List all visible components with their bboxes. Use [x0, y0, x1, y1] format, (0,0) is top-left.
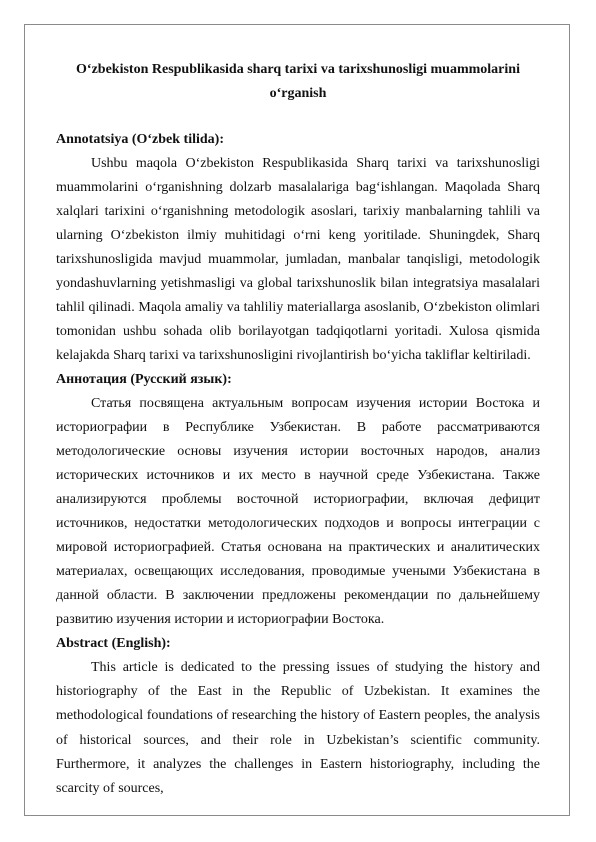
article-title-line-1: O‘zbekiston Respublikasida sharq tarixi va tarixshunosligi muammolarini: [76, 62, 520, 77]
uzbek-abstract-heading: Annotatsiya (O‘zbek tilida):: [56, 132, 224, 147]
page-frame: [24, 24, 570, 816]
document-body: [56, 58, 540, 801]
russian-abstract-text: Статья посвящена актуальным вопросам изучения истории Востока и историографии в Республике Узбекистан. В работе рассматриваются методологические основы изучения истории восточных народов, анализ исторических источников и их место в научной среде Узбекистана. Также анализируются проблемы восточной историографии, включая дефицит источников, недостатки методологических подходов и вопросы интеграции с мировой историографией. Статья основана на практических и аналитических материалах, освещающих исследования, проводимые учеными Узбекистана в данной области. В заключении предложены рекомендации по дальнейшему развитию изучения истории и историографии Востока.: [56, 396, 540, 627]
article-title: [56, 58, 540, 106]
english-abstract-heading: Abstract (English):: [56, 636, 171, 651]
russian-abstract-heading: Аннотация (Русский язык):: [56, 372, 232, 387]
english-abstract-text: This article is dedicated to the pressing issues of studying the history and historiography of the East in the Republic of Uzbekistan. It examines the methodological foundations of researching the history of Eastern peoples, the analysis of historical sources, and their role in Uzbekistan’s scientific community. Furthermore, it analyzes the challenges in Eastern historiography, including the scarcity of sources,: [56, 660, 540, 797]
article-title-line-2: o‘rganish: [269, 86, 327, 101]
uzbek-abstract-text: Ushbu maqola O‘zbekiston Respublikasida Sharq tarixi va tarixshunosligi muammolarini o‘rganishning dolzarb masalalariga bag‘ishlangan. Maqolada Sharq xalqlari tarixini o‘rganishning metodologik asoslari, tarixiy manbalarning tahlili va ularning O‘zbekiston ilmiy muhitidagi o‘rni keng yoritilade. Shuningdek, Sharq tarixshunosligida mavjud muammolar, jumladan, manbalar tanqisligi, metodologik yondashuvlarning yetishmasligi va global tarixshunoslik bilan integratsiya masalalari tahlil qilinadi. Maqola amaliy va tahliliy materiallarga asoslanib, O‘zbekiston olimlari tomonidan ushbu sohada olib borilayotgan tadqiqotlarni yoritadi. Xulosa qismida kelajakda Sharq tarixi va tarixshunosligini rivojlantirish bo‘yicha takliflar keltiriladi.: [56, 156, 540, 363]
